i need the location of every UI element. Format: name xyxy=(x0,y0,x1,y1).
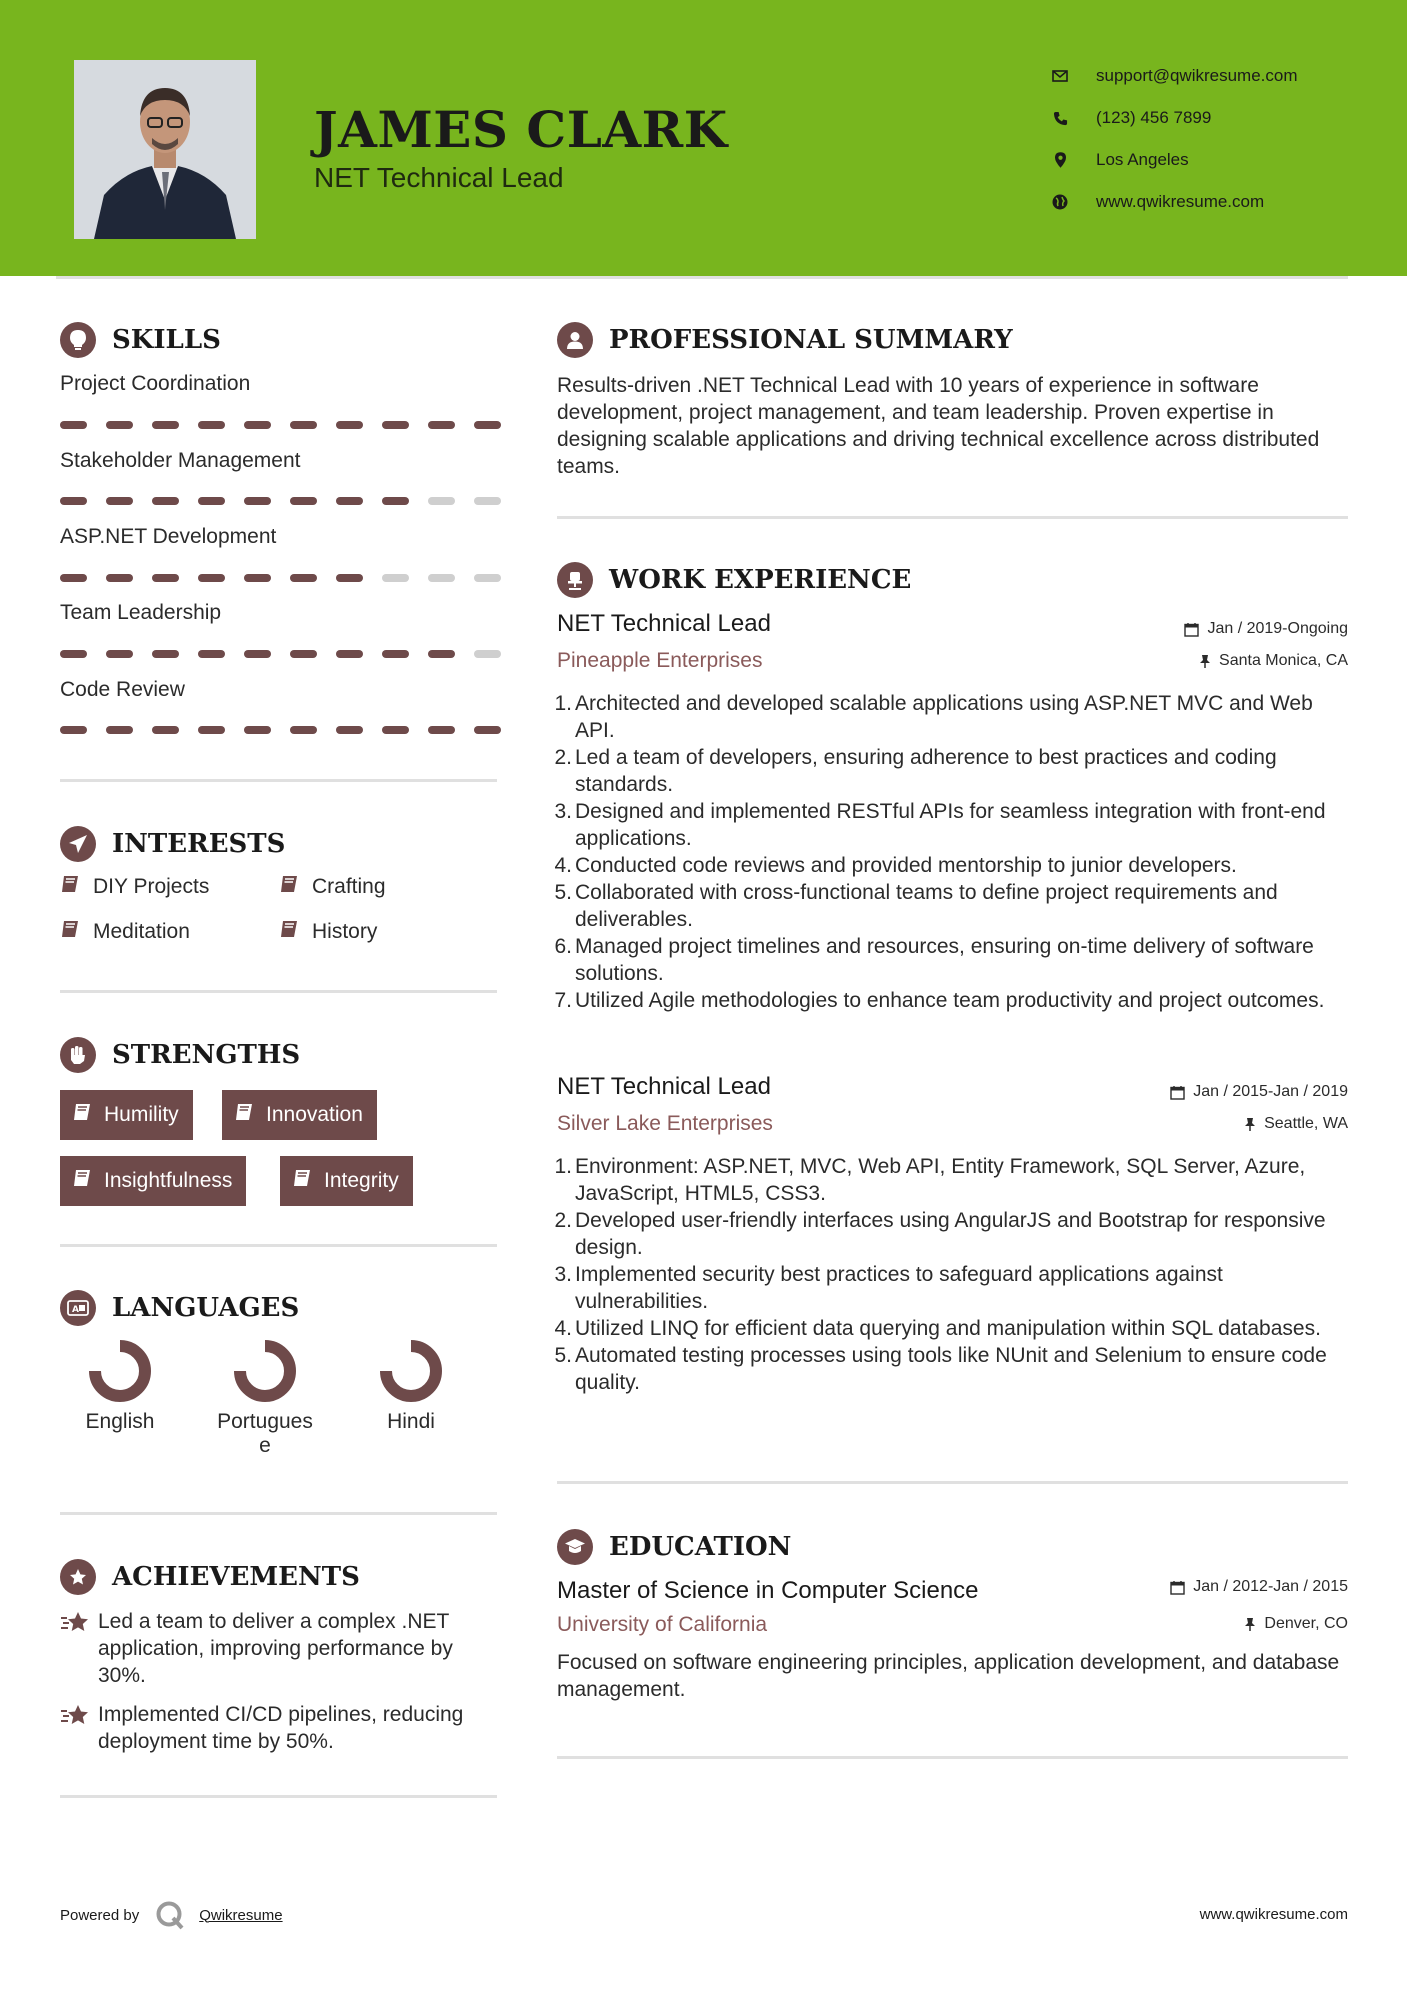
job-title: NET Technical Lead xyxy=(557,1073,771,1100)
language-item: Hindi xyxy=(346,1340,476,1434)
skill-label: Team Leadership xyxy=(60,601,222,624)
language-icon xyxy=(60,1290,96,1326)
skill-level-segment xyxy=(336,574,363,582)
skill-level-segment xyxy=(382,421,409,429)
skill-level-segment xyxy=(290,650,317,658)
skill-level-segment xyxy=(244,726,271,734)
book-icon xyxy=(292,1168,312,1194)
language-level-ring xyxy=(89,1340,151,1402)
calendar-icon xyxy=(1170,1580,1185,1595)
interest-item: History xyxy=(279,919,377,945)
skill-level-segment xyxy=(198,497,225,505)
skill-level-segment xyxy=(382,650,409,658)
degree-title: Master of Science in Computer Science xyxy=(557,1577,979,1604)
job-bullet-list xyxy=(552,690,1352,1014)
strength-tag: Integrity xyxy=(280,1156,413,1206)
skill-level-segment xyxy=(152,421,179,429)
skill-level-segment xyxy=(290,421,317,429)
strength-tag: Insightfulness xyxy=(60,1156,246,1206)
skill-level-segment xyxy=(290,497,317,505)
section-divider xyxy=(60,779,497,782)
skill-bar xyxy=(60,650,520,658)
skill-level-segment xyxy=(152,497,179,505)
education-heading: EDUCATION xyxy=(557,1529,791,1565)
company-name: Pineapple Enterprises xyxy=(557,649,763,672)
education-location: Denver, CO xyxy=(1244,1615,1348,1633)
contact-phone[interactable] xyxy=(1050,97,1298,139)
strengths-heading: STRENGTHS xyxy=(60,1037,300,1073)
interest-item: DIY Projects xyxy=(60,874,209,900)
calendar-icon xyxy=(1184,622,1199,637)
profile-photo xyxy=(74,60,256,239)
list-item: 1. Architected and developed scalable applications using ASP.NET MVC and Web API. xyxy=(554,692,1313,742)
job-location: Seattle, WA xyxy=(1244,1115,1348,1133)
contact-email-text: support@qwikresume.com xyxy=(1096,66,1298,85)
footer-website[interactable]: www.qwikresume.com xyxy=(1199,1906,1348,1923)
pushpin-icon xyxy=(1244,1117,1256,1132)
experience-heading: WORK EXPERIENCE xyxy=(557,562,911,598)
skill-level-segment xyxy=(290,574,317,582)
star-icon xyxy=(60,1608,98,1689)
skill-level-segment xyxy=(428,726,455,734)
skill-level-segment xyxy=(474,726,501,734)
skill-bar xyxy=(60,726,520,734)
pushpin-icon xyxy=(1244,1617,1256,1632)
skill-level-segment xyxy=(106,497,133,505)
paper-plane-icon xyxy=(60,826,96,862)
lightbulb-icon xyxy=(60,322,96,358)
svg-text:A: A xyxy=(72,1305,79,1315)
skill-level-segment xyxy=(336,421,363,429)
skill-level-segment xyxy=(106,421,133,429)
book-icon xyxy=(60,919,80,945)
header-divider xyxy=(56,276,1348,279)
list-item: 2. Developed user-friendly interfaces using AngularJS and Bootstrap for responsive design. xyxy=(554,1209,1326,1259)
book-icon xyxy=(234,1102,254,1128)
skill-level-segment xyxy=(152,726,179,734)
qwikresume-link[interactable]: Qwikresume xyxy=(199,1906,283,1924)
phone-icon xyxy=(1050,108,1070,128)
skill-bar xyxy=(60,574,520,582)
skill-label: Code Review xyxy=(60,678,185,701)
skill-level-segment xyxy=(198,574,225,582)
skill-level-segment xyxy=(382,726,409,734)
section-divider xyxy=(557,516,1348,519)
skill-label: Stakeholder Management xyxy=(60,449,301,472)
skill-level-segment xyxy=(106,726,133,734)
powered-by xyxy=(60,1900,283,1930)
skill-level-segment xyxy=(60,726,87,734)
skill-level-segment xyxy=(336,650,363,658)
list-item: 6. Managed project timelines and resources, ensuring on-time delivery of software solutions. xyxy=(554,935,1314,985)
skill-level-segment xyxy=(336,497,363,505)
skill-level-segment xyxy=(106,650,133,658)
graduation-icon xyxy=(557,1529,593,1565)
language-level-ring xyxy=(380,1340,442,1402)
skill-level-segment xyxy=(198,650,225,658)
skill-label: Project Coordination xyxy=(60,372,251,395)
powered-by-label: Powered by xyxy=(60,1906,140,1924)
fist-icon xyxy=(60,1037,96,1073)
company-name: Silver Lake Enterprises xyxy=(557,1112,773,1135)
book-icon xyxy=(72,1102,92,1128)
achievement-item: Led a team to deliver a complex .NET application, improving performance by 30%. xyxy=(60,1608,493,1689)
envelope-icon xyxy=(1050,66,1070,86)
list-item: 5. Collaborated with cross-functional teams to define project requirements and deliverables. xyxy=(554,881,1278,931)
list-item: 4. Utilized LINQ for efficient data querying and manipulation within SQL databases. xyxy=(554,1317,1321,1340)
star-badge-icon xyxy=(60,1559,96,1595)
skill-level-segment xyxy=(428,650,455,658)
contact-list xyxy=(1050,55,1298,223)
globe-icon xyxy=(1050,192,1070,212)
skill-level-segment xyxy=(290,726,317,734)
list-item: 2. Led a team of developers, ensuring adherence to best practices and coding standards. xyxy=(554,746,1277,796)
skill-level-segment xyxy=(428,574,455,582)
achievements-heading: ACHIEVEMENTS xyxy=(60,1559,360,1595)
skill-level-segment xyxy=(60,497,87,505)
skill-level-segment xyxy=(244,650,271,658)
skill-level-segment xyxy=(382,497,409,505)
star-icon xyxy=(60,1701,98,1755)
book-icon xyxy=(72,1168,92,1194)
skill-level-segment xyxy=(474,421,501,429)
skills-heading: SKILLS xyxy=(60,322,221,358)
interest-item: Crafting xyxy=(279,874,386,900)
interests-heading: INTERESTS xyxy=(60,826,285,862)
languages-heading: A LANGUAGES xyxy=(60,1290,299,1326)
list-item: 3. Implemented security best practices to safeguard applications against vulnerabilities. xyxy=(554,1263,1223,1313)
contact-website-text: www.qwikresume.com xyxy=(1096,192,1265,211)
contact-location xyxy=(1050,139,1298,181)
education-description: Focused on software engineering principles, application development, and database management. xyxy=(557,1651,1340,1701)
skill-level-segment xyxy=(106,574,133,582)
section-divider xyxy=(557,1481,1348,1484)
skill-level-segment xyxy=(60,650,87,658)
skill-bar xyxy=(60,421,520,429)
language-item: Portugues e xyxy=(200,1340,330,1458)
candidate-title: NET Technical Lead xyxy=(314,162,564,193)
skill-level-segment xyxy=(474,650,501,658)
book-icon xyxy=(60,874,80,900)
skill-level-segment xyxy=(382,574,409,582)
skill-level-segment xyxy=(244,497,271,505)
skill-level-segment xyxy=(152,574,179,582)
map-pin-icon xyxy=(1050,150,1070,170)
section-divider xyxy=(60,990,497,993)
skill-level-segment xyxy=(428,421,455,429)
skill-level-segment xyxy=(244,421,271,429)
candidate-name: JAMES CLARK xyxy=(314,100,728,159)
section-divider xyxy=(557,1756,1348,1759)
user-icon xyxy=(557,322,593,358)
interest-item: Meditation xyxy=(60,919,190,945)
calendar-icon xyxy=(1170,1085,1185,1100)
skill-level-segment xyxy=(428,497,455,505)
skill-level-segment xyxy=(198,421,225,429)
contact-location-text: Los Angeles xyxy=(1096,150,1189,169)
skill-level-segment xyxy=(336,726,363,734)
language-level-ring xyxy=(234,1340,296,1402)
list-item: 4. Conducted code reviews and provided mentorship to junior developers. xyxy=(554,854,1237,877)
skill-level-segment xyxy=(474,497,501,505)
book-icon xyxy=(279,919,299,945)
job-dates: Jan / 2015-Jan / 2019 xyxy=(1170,1083,1348,1101)
strength-tag: Innovation xyxy=(222,1090,377,1140)
skill-level-segment xyxy=(60,574,87,582)
education-dates: Jan / 2012-Jan / 2015 xyxy=(1170,1578,1348,1596)
contact-email[interactable] xyxy=(1050,55,1298,97)
job-bullet-list xyxy=(552,1153,1352,1396)
pushpin-icon xyxy=(1199,654,1211,669)
skill-bar xyxy=(60,497,520,505)
skill-level-segment xyxy=(198,726,225,734)
school-name: University of California xyxy=(557,1613,768,1636)
book-icon xyxy=(279,874,299,900)
job-title: NET Technical Lead xyxy=(557,610,771,637)
list-item: 7. Utilized Agile methodologies to enhance team productivity and project outcomes. xyxy=(554,989,1325,1012)
office-chair-icon xyxy=(557,562,593,598)
qwikresume-logo-icon xyxy=(155,1900,185,1930)
skill-level-segment xyxy=(60,421,87,429)
list-item: 3. Designed and implemented RESTful APIs for seamless integration with front-end applications. xyxy=(554,800,1326,850)
list-item: 5. Automated testing processes using tools like NUnit and Selenium to ensure code quality. xyxy=(554,1344,1327,1394)
section-divider xyxy=(60,1244,497,1247)
achievement-item: Implemented CI/CD pipelines, reducing deployment time by 50%. xyxy=(60,1701,493,1755)
skill-level-segment xyxy=(152,650,179,658)
skill-level-segment xyxy=(474,574,501,582)
section-divider xyxy=(60,1795,497,1798)
job-dates: Jan / 2019-Ongoing xyxy=(1184,620,1348,638)
summary-text: Results-driven .NET Technical Lead with 10 years of experience in software development, project management, and team leadership. Proven expertise in designing scalable applications and driving technical excellence across distributed teams. xyxy=(557,374,1320,478)
strength-tag: Humility xyxy=(60,1090,193,1140)
skill-level-segment xyxy=(244,574,271,582)
contact-phone-text: (123) 456 7899 xyxy=(1096,108,1212,127)
resume-header xyxy=(0,0,1407,276)
language-item: English xyxy=(55,1340,185,1434)
list-item: 1. Environment: ASP.NET, MVC, Web API, Entity Framework, SQL Server, Azure, JavaScript, HTML5, CSS3. xyxy=(554,1155,1306,1205)
section-divider xyxy=(60,1512,497,1515)
contact-website[interactable] xyxy=(1050,181,1298,223)
job-location: Santa Monica, CA xyxy=(1199,652,1348,670)
skill-label: ASP.NET Development xyxy=(60,525,277,548)
summary-heading: PROFESSIONAL SUMMARY xyxy=(557,322,1013,358)
